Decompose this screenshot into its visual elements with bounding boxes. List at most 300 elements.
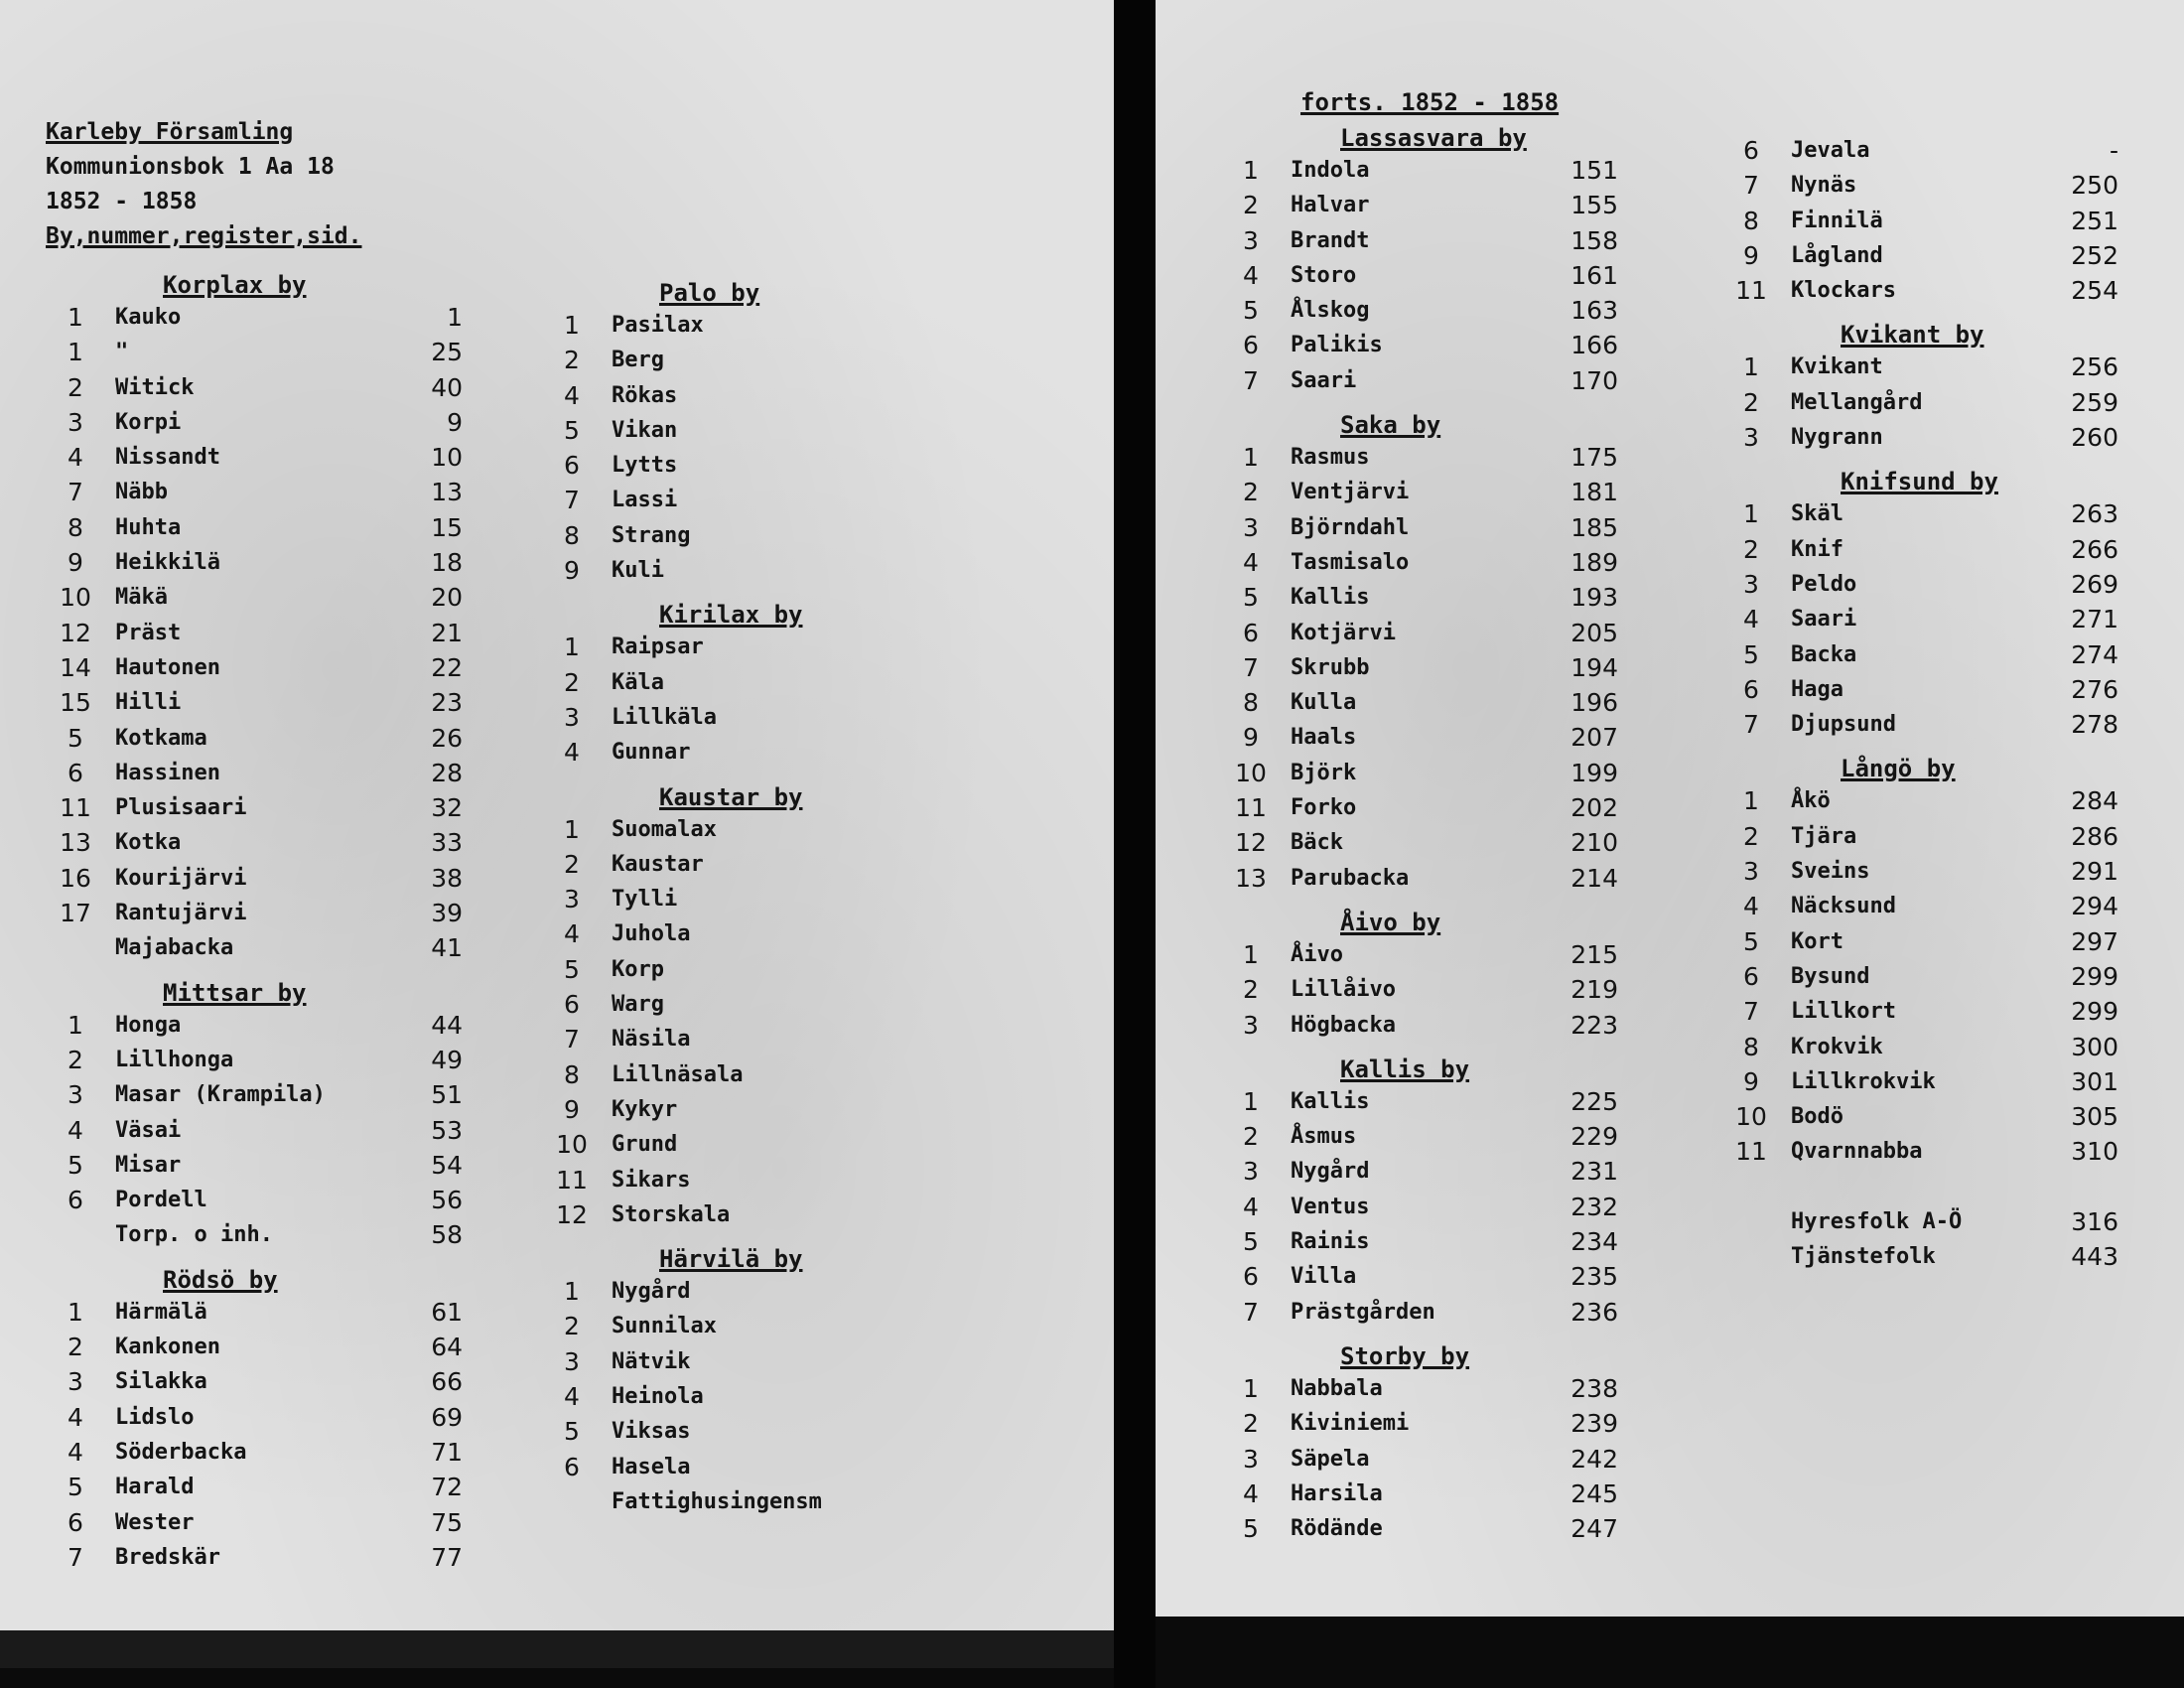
village-heading: Härvilä by <box>659 1245 803 1274</box>
page-number: 219 <box>1570 975 1618 1005</box>
section-gap <box>1731 1275 2148 1287</box>
farm-name: Kiviniemi <box>1291 1411 1410 1437</box>
farm-name: Saari <box>1291 367 1357 393</box>
page-number: 189 <box>1570 547 1618 577</box>
index-column-2 <box>552 278 1207 1531</box>
page-number: 1 <box>447 303 463 332</box>
page-number: 69 <box>431 1402 463 1432</box>
page-number: 274 <box>2071 639 2118 669</box>
page-number: 23 <box>431 688 463 718</box>
index-entry <box>1231 1008 1648 1043</box>
house-number: 3 <box>1243 225 1259 255</box>
village-heading: Lassasvara by <box>1340 124 1527 152</box>
village-heading: Korplax by <box>163 271 307 299</box>
page-number: 56 <box>431 1186 463 1215</box>
farm-name: Åkö <box>1791 788 1831 814</box>
village-heading: Kaustar by <box>659 782 803 811</box>
farm-name: Nätvik <box>612 1348 691 1374</box>
index-entry <box>552 483 1207 517</box>
page-number: 21 <box>431 618 463 647</box>
index-entry <box>552 882 1207 916</box>
house-number: 5 <box>68 1150 83 1180</box>
farm-name: Grund <box>612 1132 678 1158</box>
page-number: 51 <box>431 1080 463 1110</box>
index-entry <box>1231 1154 1648 1189</box>
year-range: 1852 - 1858 <box>46 189 198 214</box>
farm-name: Åivo <box>1291 941 1343 967</box>
farm-name: Korpi <box>115 409 182 435</box>
index-entry <box>552 987 1207 1022</box>
page-number: 207 <box>1570 723 1618 753</box>
farm-name: Kulla <box>1291 690 1357 716</box>
house-number: 8 <box>564 1059 580 1089</box>
house-number: 7 <box>1243 365 1259 395</box>
index-entry <box>552 1197 1207 1232</box>
page-number: 316 <box>2071 1207 2118 1237</box>
index-entry <box>56 1330 482 1364</box>
house-number: 7 <box>68 1542 83 1572</box>
index-entry <box>552 378 1207 413</box>
house-number: 2 <box>1743 387 1759 417</box>
page-number: 32 <box>431 793 463 823</box>
house-number: 4 <box>1243 1478 1259 1508</box>
house-number: 1 <box>564 1277 580 1307</box>
page-number: 245 <box>1570 1478 1618 1508</box>
farm-name: Kort <box>1791 928 1843 954</box>
index-entry <box>552 343 1207 377</box>
house-number: 11 <box>1735 1137 1767 1167</box>
page-number: 151 <box>1570 156 1618 185</box>
farm-name: Nygård <box>1291 1159 1370 1185</box>
page-number: 254 <box>2071 276 2118 306</box>
house-number: 5 <box>68 1473 83 1502</box>
index-entry <box>552 1344 1207 1379</box>
index-entry <box>56 756 482 790</box>
index-entry <box>1731 819 2148 854</box>
index-entry <box>56 405 482 440</box>
index-entry <box>56 1435 482 1470</box>
page-number: 310 <box>2071 1137 2118 1167</box>
index-entry <box>1731 707 2148 742</box>
page-number: 75 <box>431 1507 463 1537</box>
index-entry <box>1231 475 1648 509</box>
house-number: 4 <box>564 380 580 410</box>
page-number: 77 <box>431 1542 463 1572</box>
farm-name: Rasmus <box>1291 445 1370 471</box>
house-number: 4 <box>1243 260 1259 290</box>
index-entry <box>1231 650 1648 685</box>
farm-name: Knif <box>1791 536 1843 562</box>
farm-name: Präst <box>115 620 182 645</box>
index-entry <box>1731 1099 2148 1134</box>
index-entry <box>1731 889 2148 923</box>
farm-name: Klockars <box>1791 278 1896 304</box>
page-number: 53 <box>431 1115 463 1145</box>
index-entry <box>1231 720 1648 755</box>
house-number: 2 <box>1243 478 1259 507</box>
house-number: 7 <box>1743 710 1759 740</box>
house-number: 7 <box>1243 652 1259 682</box>
page-number: 299 <box>2071 961 2118 991</box>
page-number: 54 <box>431 1150 463 1180</box>
farm-name: Tjära <box>1791 823 1857 849</box>
farm-name: Björk <box>1291 760 1357 785</box>
farm-name: Gunnar <box>612 740 691 766</box>
index-entry <box>552 952 1207 987</box>
house-number: 9 <box>1243 723 1259 753</box>
house-number: 14 <box>60 652 91 682</box>
index-entry <box>56 510 482 545</box>
house-number: 6 <box>1743 961 1759 991</box>
page-number: 294 <box>2071 892 2118 921</box>
farm-name: Misar <box>115 1152 182 1178</box>
section-gap <box>1231 1330 1648 1341</box>
house-number: 8 <box>1743 1032 1759 1061</box>
farm-name: Indola <box>1291 158 1370 183</box>
farm-name: Ventus <box>1291 1194 1370 1219</box>
index-entry <box>56 370 482 405</box>
farm-name: Berg <box>612 348 664 373</box>
farm-name: Nynäs <box>1791 173 1857 199</box>
page-number: 214 <box>1570 863 1618 893</box>
page-number: 28 <box>431 758 463 787</box>
index-entry <box>56 685 482 720</box>
house-number: 10 <box>60 583 91 613</box>
parish-title: Karleby Församling <box>46 119 294 145</box>
index-entry <box>1731 959 2148 994</box>
index-entry <box>552 1022 1207 1056</box>
house-number: 1 <box>1743 786 1759 816</box>
farm-name: Harsila <box>1291 1480 1383 1506</box>
index-entry <box>1231 1371 1648 1406</box>
house-number: 2 <box>564 346 580 375</box>
page-number: 251 <box>2071 206 2118 235</box>
index-entry <box>56 825 482 860</box>
house-number: 2 <box>68 1045 83 1074</box>
book-spine <box>1114 0 1156 1688</box>
house-number: 3 <box>1243 1444 1259 1474</box>
house-number: 4 <box>564 919 580 949</box>
page-number: 297 <box>2071 926 2118 956</box>
house-number: 2 <box>1243 1122 1259 1152</box>
house-number: 4 <box>564 738 580 768</box>
house-number: 3 <box>564 885 580 914</box>
farm-name: Krokvik <box>1791 1034 1883 1059</box>
page-number: 291 <box>2071 857 2118 887</box>
index-entry <box>56 1295 482 1330</box>
index-entry <box>552 700 1207 735</box>
house-number: 7 <box>564 486 580 515</box>
farm-name: Honga <box>115 1012 182 1038</box>
index-column-4 <box>1731 133 2148 1287</box>
page-number: 305 <box>2071 1102 2118 1132</box>
farm-name: Säpela <box>1291 1446 1370 1472</box>
house-number: 4 <box>68 1115 83 1145</box>
page-number: 301 <box>2071 1066 2118 1096</box>
index-entry <box>1731 1134 2148 1169</box>
farm-name: Härmälä <box>115 1299 207 1325</box>
farm-name: Mäkä <box>115 585 168 611</box>
page-number: 58 <box>431 1220 463 1250</box>
page-number: 22 <box>431 652 463 682</box>
house-number: 5 <box>564 415 580 445</box>
village-heading: Åivo by <box>1340 908 1441 936</box>
house-number: 1 <box>564 633 580 662</box>
house-number: 2 <box>68 1333 83 1362</box>
page-number: 271 <box>2071 605 2118 634</box>
page-number: 13 <box>431 478 463 507</box>
farm-name: Finnilä <box>1791 208 1883 233</box>
page-number: 72 <box>431 1473 463 1502</box>
index-entry <box>1731 204 2148 238</box>
index-entry <box>552 308 1207 343</box>
house-number: 3 <box>68 407 83 437</box>
farm-name: Näcksund <box>1791 894 1896 919</box>
index-entry <box>552 1127 1207 1162</box>
farm-name: Kallis <box>1291 1088 1370 1114</box>
farm-name: Hasela <box>612 1454 691 1479</box>
index-entry <box>1231 1259 1648 1294</box>
farm-name: Raipsar <box>612 634 704 660</box>
index-entry <box>552 553 1207 588</box>
index-entry <box>56 300 482 335</box>
farm-name: Näsila <box>612 1027 691 1053</box>
section-gap <box>1731 455 2148 467</box>
index-entry <box>1731 637 2148 672</box>
section-gap <box>552 771 1207 782</box>
farm-name: Silakka <box>115 1369 207 1395</box>
farm-name: Haals <box>1291 725 1357 751</box>
house-number: 2 <box>1743 534 1759 564</box>
index-entry <box>56 721 482 756</box>
house-number: 2 <box>1743 821 1759 851</box>
page-number: 229 <box>1570 1122 1618 1152</box>
house-number: 3 <box>564 1346 580 1376</box>
house-number: 3 <box>68 1367 83 1397</box>
farm-name: Lidslo <box>115 1404 195 1430</box>
index-entry <box>1231 293 1648 328</box>
farm-name: Kotkama <box>115 725 207 751</box>
farm-name: Parubacka <box>1291 865 1410 891</box>
house-number: 4 <box>68 443 83 473</box>
page-number: 443 <box>2071 1242 2118 1272</box>
index-entry <box>552 847 1207 882</box>
page-number: 163 <box>1570 296 1618 326</box>
farm-name: Kaustar <box>612 851 704 877</box>
farm-name: Pordell <box>115 1188 207 1213</box>
house-number: 1 <box>68 1297 83 1327</box>
index-entry <box>56 1043 482 1077</box>
farm-name: Lågland <box>1791 242 1883 268</box>
page-number: 185 <box>1570 512 1618 542</box>
farm-name: Djupsund <box>1791 712 1896 738</box>
farm-name: Rökas <box>612 382 678 408</box>
index-entry <box>1731 168 2148 203</box>
index-entry <box>56 616 482 650</box>
page-number: 232 <box>1570 1192 1618 1221</box>
house-number: 12 <box>60 618 91 647</box>
farm-name: Sunnilax <box>612 1314 717 1339</box>
house-number: 9 <box>68 548 83 578</box>
index-entry <box>56 1470 482 1504</box>
index-entry <box>552 1484 1207 1519</box>
farm-name: Harald <box>115 1475 195 1500</box>
farm-name: Suomalax <box>612 816 717 842</box>
book-title: Kommunionsbok 1 Aa 18 <box>46 154 335 180</box>
farm-name: Nissandt <box>115 445 220 471</box>
index-entry <box>552 812 1207 847</box>
index-entry <box>56 930 482 965</box>
farm-name: Sikars <box>612 1167 691 1193</box>
farm-name: Hilli <box>115 690 182 716</box>
house-number: 9 <box>1743 240 1759 270</box>
house-number: 5 <box>1743 926 1759 956</box>
page-number: 38 <box>431 863 463 893</box>
index-entry <box>56 1113 482 1148</box>
house-number: 1 <box>68 338 83 367</box>
farm-name: Kauko <box>115 305 182 330</box>
index-entry <box>1731 350 2148 384</box>
house-number: 11 <box>1235 793 1267 823</box>
index-entry <box>1731 854 2148 889</box>
section-gap <box>1231 896 1648 908</box>
farm-name: Backa <box>1791 641 1857 667</box>
index-entry <box>56 1077 482 1112</box>
farm-name: Ventjärvi <box>1291 480 1410 505</box>
page-number: 20 <box>431 583 463 613</box>
index-entry <box>56 1183 482 1217</box>
index-entry <box>56 580 482 615</box>
page-number: 286 <box>2071 821 2118 851</box>
house-number: 2 <box>1243 191 1259 220</box>
farm-name: Kourijärvi <box>115 865 247 891</box>
house-number: 5 <box>564 1417 580 1447</box>
index-entry <box>1231 1084 1648 1119</box>
house-number: 5 <box>564 954 580 984</box>
farm-name: Witick <box>115 374 195 400</box>
farm-name: Strang <box>612 522 691 548</box>
index-entry <box>1731 532 2148 567</box>
index-entry <box>1731 1030 2148 1064</box>
index-entry <box>552 1092 1207 1127</box>
index-entry <box>56 1505 482 1540</box>
document-header <box>46 115 362 254</box>
house-number: 6 <box>1243 618 1259 647</box>
house-number: 11 <box>60 793 91 823</box>
farm-name: Nygård <box>612 1279 691 1305</box>
farm-name: Bäck <box>1291 830 1343 856</box>
farm-name: Saari <box>1791 607 1857 633</box>
page-number: 269 <box>2071 569 2118 599</box>
farm-name: Lytts <box>612 453 678 479</box>
farm-name: Nabbala <box>1291 1375 1383 1401</box>
farm-name: Jevala <box>1791 138 1870 163</box>
index-entry <box>56 1364 482 1399</box>
house-number: 12 <box>556 1199 588 1229</box>
village-heading: Kvikant by <box>1841 321 1984 350</box>
index-entry <box>1731 420 2148 455</box>
index-entry <box>1231 790 1648 825</box>
farm-name: Mellangård <box>1791 389 1923 415</box>
farm-name: Vikan <box>612 417 678 443</box>
index-entry <box>552 1274 1207 1309</box>
farm-name: Kvikant <box>1791 354 1883 380</box>
farm-name: Kykyr <box>612 1096 678 1122</box>
house-number: 4 <box>1243 1192 1259 1221</box>
house-number: 1 <box>68 1010 83 1040</box>
index-entry <box>56 790 482 825</box>
index-entry <box>1731 1064 2148 1099</box>
index-legend: By,nummer,register,sid. <box>46 223 362 249</box>
page-number: 215 <box>1570 939 1618 969</box>
village-heading: Kallis by <box>1340 1055 1470 1083</box>
house-number: 3 <box>1243 1157 1259 1187</box>
farm-name: Hyresfolk A-Ö <box>1791 1209 1963 1235</box>
index-entry <box>1231 258 1648 293</box>
house-number: 5 <box>1243 583 1259 613</box>
farm-name: Ålskog <box>1291 298 1370 324</box>
page-number: 170 <box>1570 365 1618 395</box>
index-entry <box>552 1379 1207 1414</box>
page-number: 260 <box>2071 423 2118 453</box>
index-entry <box>56 475 482 509</box>
house-number: 6 <box>564 990 580 1020</box>
house-number: 3 <box>68 1080 83 1110</box>
village-heading: Rödsö by <box>163 1265 278 1294</box>
farm-name: Nygrann <box>1791 425 1883 451</box>
house-number: 10 <box>556 1130 588 1160</box>
farm-name: Näbb <box>115 480 168 505</box>
page-number: 15 <box>431 512 463 542</box>
index-entry <box>1231 510 1648 545</box>
index-entry <box>552 916 1207 951</box>
page-number: 242 <box>1570 1444 1618 1474</box>
index-entry <box>1231 1442 1648 1477</box>
index-entry <box>56 650 482 685</box>
farm-name: Sveins <box>1791 859 1870 885</box>
farm-name: Brandt <box>1291 227 1370 253</box>
index-column-1 <box>56 270 482 1587</box>
index-entry <box>1731 602 2148 636</box>
farm-name: Söderbacka <box>115 1439 247 1465</box>
index-entry <box>1731 994 2148 1029</box>
page-number: 231 <box>1570 1157 1618 1187</box>
index-entry <box>552 630 1207 664</box>
farm-name: Villa <box>1291 1264 1357 1290</box>
section-gap <box>1731 742 2148 754</box>
house-number: 8 <box>1243 688 1259 718</box>
house-number: 2 <box>564 849 580 879</box>
index-entry <box>1731 238 2148 273</box>
farm-name: Majabacka <box>115 935 234 961</box>
page-number: 300 <box>2071 1032 2118 1061</box>
house-number: 5 <box>1243 1227 1259 1257</box>
page-number: 210 <box>1570 828 1618 858</box>
index-entry <box>552 448 1207 483</box>
house-number: 2 <box>68 372 83 402</box>
page-number: 250 <box>2071 171 2118 201</box>
page-number: 175 <box>1570 443 1618 473</box>
index-entry <box>1231 1224 1648 1259</box>
index-entry <box>1731 567 2148 602</box>
house-number: 5 <box>1743 639 1759 669</box>
farm-name: Palikis <box>1291 333 1383 358</box>
house-number: 6 <box>564 1452 580 1481</box>
farm-name: Kallis <box>1291 585 1370 611</box>
index-entry <box>1231 685 1648 720</box>
index-entry <box>1231 1295 1648 1330</box>
page-number: 158 <box>1570 225 1618 255</box>
